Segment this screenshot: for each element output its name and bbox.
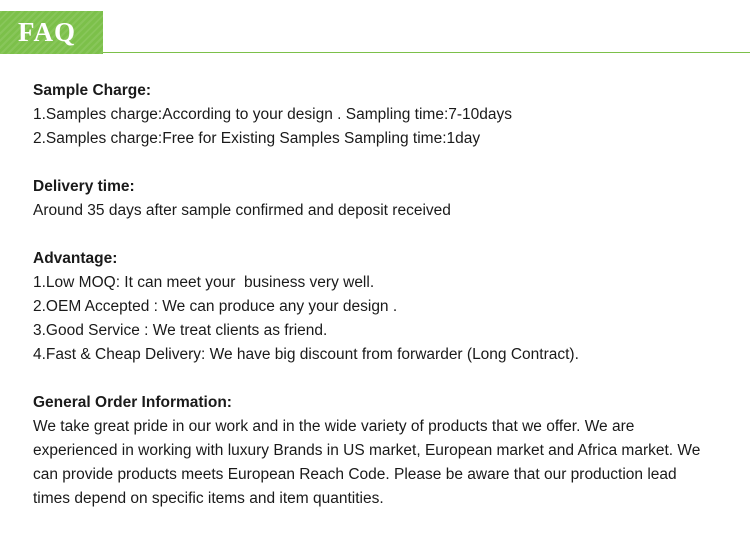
header-divider bbox=[103, 52, 750, 53]
text-line: Around 35 days after sample confirmed and deposit received bbox=[33, 202, 451, 219]
section-title: General Order Information: bbox=[33, 394, 232, 411]
section-title: Delivery time: bbox=[33, 178, 135, 195]
text-line: 4.Fast & Cheap Delivery: We have big discount from forwarder (Long Contract). bbox=[33, 346, 579, 363]
paragraph: We take great pride in our work and in the wide variety of products that we offer. We are experienced in working with luxury Brands in US market, European market and Africa market. We can provide products meets European Reach Code. Please be aware that our production lead times depend on specific items and item quantities. bbox=[33, 418, 701, 507]
section-title: Advantage: bbox=[33, 250, 118, 267]
faq-title: FAQ bbox=[0, 11, 103, 54]
section-delivery-time bbox=[33, 175, 733, 223]
section-general-order-information bbox=[33, 391, 733, 511]
faq-content bbox=[33, 79, 733, 535]
text-line: 2.OEM Accepted : We can produce any your design . bbox=[33, 298, 398, 315]
text-line: 3.Good Service : We treat clients as friend. bbox=[33, 322, 328, 339]
section-advantage bbox=[33, 247, 733, 367]
text-line: 1.Samples charge:According to your design . Sampling time:7-10days bbox=[33, 106, 513, 123]
faq-header bbox=[0, 0, 750, 56]
text-line: 2.Samples charge:Free for Existing Samples Sampling time:1day bbox=[33, 130, 481, 147]
section-title: Sample Charge: bbox=[33, 82, 152, 99]
section-sample-charge bbox=[33, 79, 733, 151]
text-line: 1.Low MOQ: It can meet your business very well. bbox=[33, 274, 375, 291]
